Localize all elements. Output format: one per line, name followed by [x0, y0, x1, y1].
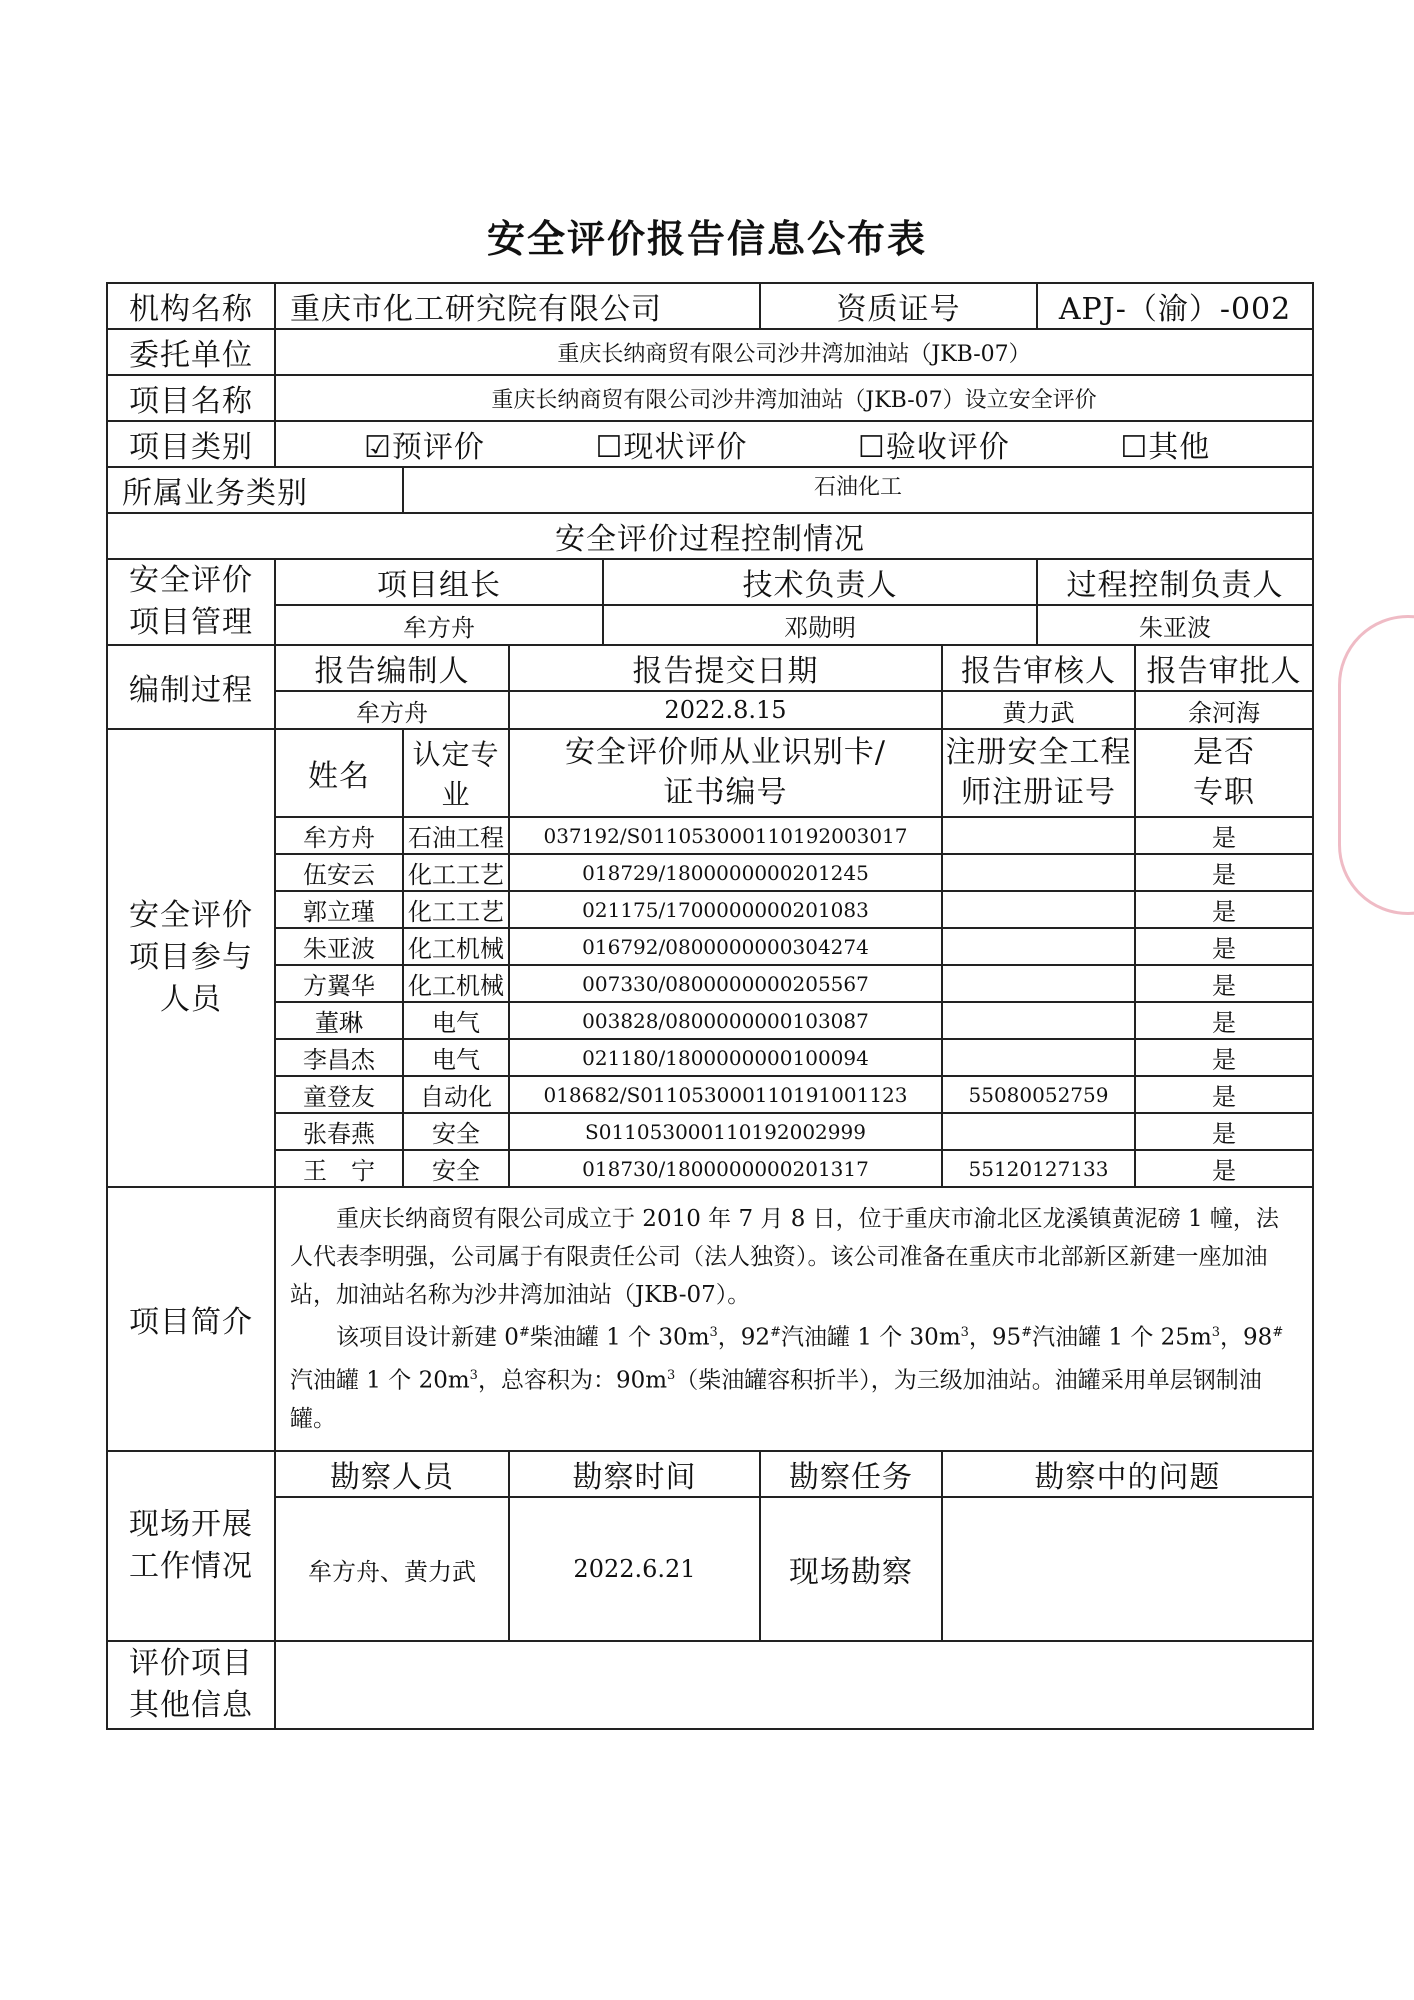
checkbox-empty-icon: ☐: [857, 430, 886, 465]
cert-label: 资质证号: [760, 283, 1037, 329]
leader-header: 项目组长: [275, 559, 603, 605]
person-fulltime: 是: [1135, 854, 1313, 891]
person-fulltime: 是: [1135, 1039, 1313, 1076]
header-line: 专职: [1193, 775, 1256, 810]
option-acceptance-eval: [858, 422, 1010, 466]
person-fulltime: 是: [1135, 1150, 1313, 1187]
text-fragment: ，总容积为：90m: [477, 1367, 668, 1394]
leader-value: 牟方舟: [275, 605, 603, 645]
table-row: [107, 1150, 1313, 1187]
checkbox-empty-icon: ☐: [1120, 430, 1149, 465]
business-value: 石油化工: [403, 467, 1313, 513]
person-fulltime: 是: [1135, 1076, 1313, 1113]
label-line: 项目参与: [129, 940, 253, 975]
checkbox-checked-icon: ☑: [364, 430, 392, 465]
person-reg: [942, 928, 1135, 965]
submit-date-header: 报告提交日期: [509, 645, 942, 691]
fulltime-header: [1135, 729, 1313, 817]
page-title: 安全评价报告信息公布表: [486, 216, 927, 261]
table-row: [107, 965, 1313, 1002]
process-header: 安全评价过程控制情况: [107, 513, 1313, 559]
person-name: 牟方舟: [275, 817, 403, 854]
reg-header: [942, 729, 1135, 817]
label-line: 其他信息: [129, 1688, 253, 1723]
label-line: 安全评价: [129, 563, 253, 598]
person-name: 郭立瑾: [275, 891, 403, 928]
other-info-value: [275, 1641, 1313, 1729]
superscript: 3: [1211, 1325, 1221, 1341]
option-text: 预评价: [391, 430, 485, 465]
other-info-label: [107, 1641, 275, 1729]
person-name: 伍安云: [275, 854, 403, 891]
person-reg: [942, 965, 1135, 1002]
person-reg: [942, 854, 1135, 891]
tech-lead-header: 技术负责人: [603, 559, 1037, 605]
person-reg: [942, 1039, 1135, 1076]
person-major: 化工工艺: [403, 854, 509, 891]
personnel-label: [107, 729, 275, 1187]
person-card: 021175/1700000000201083: [509, 891, 942, 928]
person-fulltime: 是: [1135, 1113, 1313, 1150]
project-name: 重庆长纳商贸有限公司沙井湾加油站（JKB-07）设立安全评价: [275, 375, 1313, 421]
compile-label: 编制过程: [107, 645, 275, 729]
header-line: 证书编号: [663, 775, 788, 810]
survey-time-header: 勘察时间: [509, 1451, 760, 1497]
superscript: #: [770, 1325, 781, 1341]
person-fulltime: 是: [1135, 965, 1313, 1002]
label-line: 评价项目: [129, 1646, 253, 1681]
header-line: 注册安全工程: [945, 735, 1132, 770]
fieldwork-label: [107, 1451, 275, 1641]
person-name: 朱亚波: [275, 928, 403, 965]
person-reg: [942, 891, 1135, 928]
client-name: 重庆长纳商贸有限公司沙井湾加油站（JKB-07）: [275, 329, 1313, 375]
approver-header: 报告审批人: [1135, 645, 1313, 691]
org-label: 机构名称: [107, 283, 275, 329]
person-card: S011053000110192002999: [509, 1113, 942, 1150]
business-label: 所属业务类别: [107, 467, 403, 513]
process-lead-header: 过程控制负责人: [1037, 559, 1313, 605]
person-major: 安全: [403, 1113, 509, 1150]
table-row: [107, 1002, 1313, 1039]
person-major: 化工机械: [403, 965, 509, 1002]
superscript: #: [518, 1325, 530, 1341]
table-row: [107, 1113, 1313, 1150]
approver-value: 余河海: [1135, 691, 1313, 729]
intro-paragraph-1: 重庆长纳商贸有限公司成立于 2010 年 7 月 8 日，位于重庆市渝北区龙溪镇黄泥磅 1 幢，法人代表李明强，公司属于有限责任公司（法人独资）。该公司准备在重庆市北部新区新建一座加油站，加油站名称为沙井湾加油站（JKB-07）。: [290, 1206, 1279, 1309]
process-lead-value: 朱亚波: [1037, 605, 1313, 645]
management-label: [107, 559, 275, 645]
superscript: 3: [960, 1325, 969, 1341]
label-line: 工作情况: [129, 1549, 253, 1584]
compiler-value: 牟方舟: [275, 691, 509, 729]
person-fulltime: 是: [1135, 817, 1313, 854]
person-major: 化工工艺: [403, 891, 509, 928]
person-card: 018682/S011053000110191001123: [509, 1076, 942, 1113]
survey-task-header: 勘察任务: [760, 1451, 942, 1497]
major-header: 认定专业: [403, 729, 509, 817]
person-name: 童登友: [275, 1076, 403, 1113]
client-label: 委托单位: [107, 329, 275, 375]
text-fragment: 汽油罐 1 个 25m: [1032, 1325, 1212, 1351]
person-name: 王 宁: [275, 1150, 403, 1187]
info-table: [106, 282, 1314, 1730]
survey-issues-header: 勘察中的问题: [942, 1451, 1313, 1497]
person-major: 安全: [403, 1150, 509, 1187]
person-name: 李昌杰: [275, 1039, 403, 1076]
table-row: [107, 817, 1313, 854]
person-fulltime: 是: [1135, 891, 1313, 928]
table-row: [107, 891, 1313, 928]
table-row: [107, 928, 1313, 965]
superscript: #: [1021, 1325, 1033, 1341]
person-card: 016792/0800000000304274: [509, 928, 942, 965]
reviewer-value: 黄力武: [942, 691, 1135, 729]
label-line: 现场开展: [129, 1507, 253, 1542]
cert-number: APJ-（渝）-002: [1037, 283, 1313, 329]
label-line: 安全评价: [129, 898, 253, 933]
person-reg: [942, 1113, 1135, 1150]
header-line: 是否: [1193, 735, 1256, 770]
table-row: [107, 1039, 1313, 1076]
person-reg: 55080052759: [942, 1076, 1135, 1113]
superscript: #: [1272, 1325, 1284, 1341]
surveyor-value: 牟方舟、黄力武: [275, 1497, 509, 1641]
option-other: [1120, 422, 1210, 466]
person-major: 化工机械: [403, 928, 509, 965]
survey-time-value: 2022.6.21: [509, 1497, 760, 1641]
intro-label: 项目简介: [107, 1187, 275, 1451]
reviewer-header: 报告审核人: [942, 645, 1135, 691]
project-type-options: [275, 421, 1313, 467]
label-line: 人员: [160, 982, 222, 1017]
text-fragment: 汽油罐 1 个 20m: [290, 1367, 470, 1394]
project-type-label: 项目类别: [107, 421, 275, 467]
person-card: 003828/0800000000103087: [509, 1002, 942, 1039]
option-status-eval: [595, 422, 747, 466]
superscript: 3: [469, 1368, 478, 1383]
seal-stamp: [1338, 615, 1414, 915]
person-card: 021180/1800000000100094: [509, 1039, 942, 1076]
person-reg: 55120127133: [942, 1150, 1135, 1187]
text-fragment: 汽油罐 1 个 30m: [780, 1325, 961, 1351]
person-fulltime: 是: [1135, 1002, 1313, 1039]
text-fragment: （柴油罐容积折半），为三级加油站。油罐采用单层钢制油罐。: [290, 1367, 1262, 1432]
header-line: 安全评价师从业识别卡/: [564, 735, 887, 770]
text-fragment: 该项目设计新建 0: [336, 1325, 519, 1351]
person-major: 自动化: [403, 1076, 509, 1113]
text-fragment: 柴油罐 1 个 30m: [529, 1325, 710, 1351]
text-fragment: ，98: [1220, 1325, 1273, 1351]
person-reg: [942, 817, 1135, 854]
table-row: [107, 1076, 1313, 1113]
project-name-label: 项目名称: [107, 375, 275, 421]
person-major: 电气: [403, 1039, 509, 1076]
option-text: 其他: [1148, 430, 1211, 465]
person-card: 018729/1800000000201245: [509, 854, 942, 891]
intro-paragraph-2: [290, 1314, 1298, 1437]
intro-text: [275, 1187, 1313, 1451]
header-line: 师注册证号: [961, 775, 1116, 810]
name-header: 姓名: [275, 729, 403, 817]
option-pre-eval: [364, 422, 485, 466]
option-text: 验收评价: [885, 430, 1010, 465]
person-name: 董琳: [275, 1002, 403, 1039]
superscript: 3: [709, 1325, 718, 1341]
person-card: 018730/1800000000201317: [509, 1150, 942, 1187]
compiler-header: 报告编制人: [275, 645, 509, 691]
tech-lead-value: 邓勋明: [603, 605, 1037, 645]
org-name: 重庆市化工研究院有限公司: [275, 283, 760, 329]
superscript: 3: [667, 1368, 676, 1383]
survey-issues-value: [942, 1497, 1313, 1641]
person-reg: [942, 1002, 1135, 1039]
person-major: 石油工程: [403, 817, 509, 854]
survey-task-value: 现场勘察: [760, 1497, 942, 1641]
person-name: 方翼华: [275, 965, 403, 1002]
surveyor-header: 勘察人员: [275, 1451, 509, 1497]
option-text: 现状评价: [623, 430, 748, 465]
submit-date-value: 2022.8.15: [509, 691, 942, 729]
person-card: 037192/S011053000110192003017: [509, 817, 942, 854]
text-fragment: ，92: [717, 1325, 771, 1351]
table-row: [107, 854, 1313, 891]
person-major: 电气: [403, 1002, 509, 1039]
text-fragment: ，95: [968, 1325, 1022, 1351]
label-line: 项目管理: [129, 605, 253, 640]
person-card: 007330/0800000000205567: [509, 965, 942, 1002]
person-name: 张春燕: [275, 1113, 403, 1150]
checkbox-empty-icon: ☐: [595, 430, 624, 465]
person-fulltime: 是: [1135, 928, 1313, 965]
card-header: [509, 729, 942, 817]
